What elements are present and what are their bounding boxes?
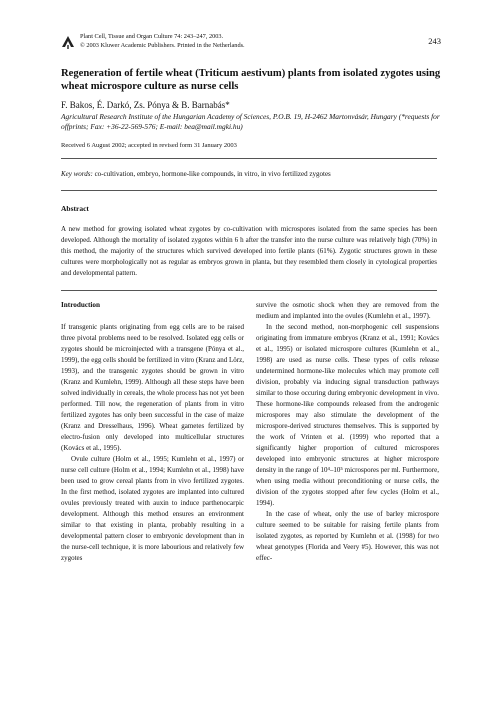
divider	[61, 290, 437, 291]
divider	[61, 158, 437, 159]
introduction-heading: Introduction	[61, 301, 101, 309]
left-column	[61, 300, 244, 564]
paragraph: If transgenic plants originating from egg cells are to be raised three pivotal problems need to be resolved. Isolated egg cells or zygotes should be microinjected with a transgene (Pónya et al., 1999), the egg cells should be fertilized in vitro (Kranz and Lörz, 1993), and the transgenic zygotes should be grown in vitro (Kranz and Kumlehn, 1999). Although all these steps have been solved individually in cereals, the whole process has not yet been performed. Till now, the regeneration of plants from in vitro fertilized zygotes has only been successful in the case of maize (Kranz and Dresselhaus, 1996). Wheat gametes fertilized by electro-fusion only developed into multicellular structures (Kovács et al., 1995).	[61, 323, 244, 452]
paragraph: In the second method, non-morphogenic cell suspensions originating from immature embryos (Kranz et al., 1991; Kovács et al., 1995) or isolated microspore cultures (Kumlehn et al., 1998) are used as nurse cells. These types of cells release undetermined hormone-like molecules which may promote cell division, probably via inducing signal transduction pathways similar to those occuring during embryonic development in vivo. These hormone-like compounds released from the androgenic microspores may also stimulate the development of the microspore-derived structures themselves. This is supported by the work of Vrinten et al. (1999) who reported that a significantly higher proportion of cultured microspores developed into embryonic structures at higher microspore density in the range of 10⁴–10⁵ microspores per ml. Furthermore, when using media without preconditioning or nurse cells, the division of the zygotes stopped after few cycles (Holm et al., 1994).	[256, 323, 439, 507]
paragraph: In the case of wheat, only the use of barley microspore culture seemed to be suitable for raising fertile plants from isolated zygotes, as reported by Kumlehn et al. (1998) for two wheat genotypes (Florida and Veery #5). However, this was not effec-	[256, 510, 439, 562]
keywords-list: co-cultivation, embryo, hormone-like compounds, in vitro, in vivo fertilized zygotes	[92, 170, 331, 178]
paragraph: survive the osmotic shock when they are removed from the medium and implanted into the ovules (Kumlehn et al., 1997).	[256, 301, 439, 320]
author-affiliation: Agricultural Research Institute of the Hungarian Academy of Sciences, P.O.B. 19, H-2462 Martonvásár, Hungary (*requests for offprints; Fax: +36-22-569-576; E-mail: bea@mail.mgki.hu)	[61, 112, 440, 131]
keywords	[61, 170, 331, 178]
received-date: Received 6 August 2002; accepted in revised form 31 January 2003	[61, 142, 237, 149]
journal-line-1: Plant Cell, Tissue and Organ Culture 74: 243–247, 2003.	[80, 33, 224, 40]
right-column	[256, 300, 439, 564]
journal-citation	[80, 32, 380, 50]
abstract-text: A new method for growing isolated wheat zygotes by co-cultivation with microspores isolated from the same species has been developed. Although the mortality of isolated zygotes within 6 h after the transfer into the nurse culture was relatively high (70%) in this method, the majority of the structures which survived developed into fertile plants (61%). Zygotic structures grown in these cultures were morphologically not as regular as embryos grown in planta, but they resembled them closely in cytological properties and developmental pattern.	[61, 225, 437, 277]
journal-line-2: © 2003 Kluwer Academic Publishers. Printed in the Netherlands.	[80, 42, 245, 49]
page-number: 243	[428, 36, 441, 46]
divider	[61, 190, 437, 191]
article-authors: F. Bakos, É. Darkó, Zs. Pónya & B. Barnabás*	[61, 100, 230, 110]
publisher-logo-icon	[60, 34, 76, 50]
abstract-heading: Abstract	[61, 204, 89, 213]
paragraph: Ovule culture (Holm et al., 1995; Kumlehn et al., 1997) or nurse cell culture (Holm et al., 1994; Kumlehn et al., 1998) have been used to grow cereal plants from in vivo fertilized zygotes. In the first method, isolated zygotes are implanted into cultured ovules previously treated with auxin to induce parthenocarpic development. Although this method ensures an environment similar to that existing in planta, probably resulting in a developmental pattern closer to embryonic development than in the nurse-cell technique, it is more labourious and relatively few zygotes	[61, 455, 244, 562]
keywords-label: Key words:	[61, 170, 93, 178]
article-title: Regeneration of fertile wheat (Triticum aestivum) plants from isolated zygotes using wheat microspore culture as nurse cells	[61, 68, 441, 92]
